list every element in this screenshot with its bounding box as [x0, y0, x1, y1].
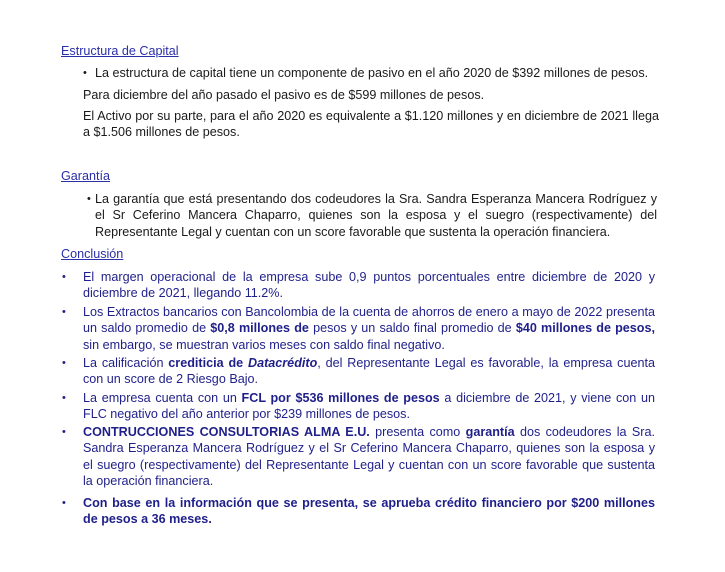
company-name: CONTRUCCIONES CONSULTORIAS ALMA E.U.	[83, 425, 370, 439]
conclusion-item-fcl	[83, 390, 655, 423]
section-heading-conclusion: Conclusión	[61, 247, 124, 261]
extractos-saldo-promedio: $0,8 millones de	[210, 321, 309, 336]
calificacion-text-a: La calificación	[83, 356, 169, 370]
fcl-value: FCL por $536 millones de pesos	[241, 391, 440, 405]
bullet-icon: •	[62, 392, 66, 404]
extractos-text-c: pesos y un saldo final promedio de	[308, 321, 516, 336]
fcl-text-c: a diciembre de 2021, y viene con un FLC negativo del año anterior por $239 millones de pesos.	[83, 391, 655, 422]
extractos-saldo-final: $40 millones de pesos,	[515, 321, 656, 336]
conclusion-item-calificacion	[83, 355, 655, 388]
bullet-icon: •	[62, 271, 66, 283]
bullet-icon: •	[83, 67, 87, 79]
capital-bullet-text: La estructura de capital tiene un componente de pasivo en el año 2020 de $392 millones de pesos.	[95, 66, 649, 80]
bullet-icon: •	[62, 306, 66, 318]
garantia-text-d: dos codeudores la Sra. Sandra Esperanza Mancera Rodríguez y el Sr Ceferino Mancera Chaparro, quienes son la esposa y el suegro (respectivamente) del Representante Legal y cuentan con un score favorable que sustenta la operación financiera.	[83, 425, 656, 489]
fcl-text-a: La empresa cuenta con un	[83, 391, 242, 405]
garantia-bullet-text: La garantía que está presentando dos codeudores la Sra. Sandra Esperanza Mancera Rodríguez y el Sr Ceferino Mancera Chaparro, quienes son la esposa y el suegro (respectivamente) del Representante Legal y cuentan con un score favorable que sustenta la operación financiera.	[95, 192, 657, 239]
bullet-icon: •	[62, 497, 66, 509]
calificacion-text-d: , del Representante Legal es favorable, la empresa cuenta con un score de 2 Riesgo Bajo.	[83, 356, 655, 387]
conclusion-item-margen: El margen operacional de la empresa sube 0,9 puntos porcentuales entre diciembre de 2020 y diciembre de 2021, llegando 11.2%.	[83, 270, 655, 301]
extractos-text-a: Los Extractos bancarios con Bancolombia de la cuenta de ahorros de enero a mayo de 2022 presenta un saldo promedio de	[83, 305, 655, 336]
capital-paragraph-1: Para diciembre del año pasado el pasivo es de $599 millones de pesos.	[83, 88, 485, 102]
extractos-text-e: sin embargo, se muestran varios meses con saldo final negativo.	[83, 337, 445, 352]
bullet-icon: •	[62, 357, 66, 369]
section-heading-garantia: Garantía	[61, 169, 111, 183]
bullet-icon: •	[62, 426, 66, 438]
section-heading-capital: Estructura de Capital	[61, 44, 179, 58]
capital-paragraph-2: El Activo por su parte, para el año 2020 es equivalente a $1.120 millones y en diciembre de 2021 llega a $1.506 millones de pesos.	[83, 109, 659, 139]
conclusion-item-aprobacion: Con base en la información que se presenta, se aprueba crédito financiero por $200 millones de pesos a 36 meses.	[83, 496, 655, 527]
calificacion-crediticia: crediticia de	[168, 356, 248, 370]
calificacion-datacredito: Datacrédito	[247, 356, 318, 370]
garantia-word: garantía	[465, 425, 515, 439]
conclusion-item-extractos	[83, 304, 655, 353]
garantia-text-b: presenta como	[369, 425, 466, 439]
conclusion-item-garantia	[83, 424, 655, 490]
bullet-icon: •	[87, 193, 91, 205]
